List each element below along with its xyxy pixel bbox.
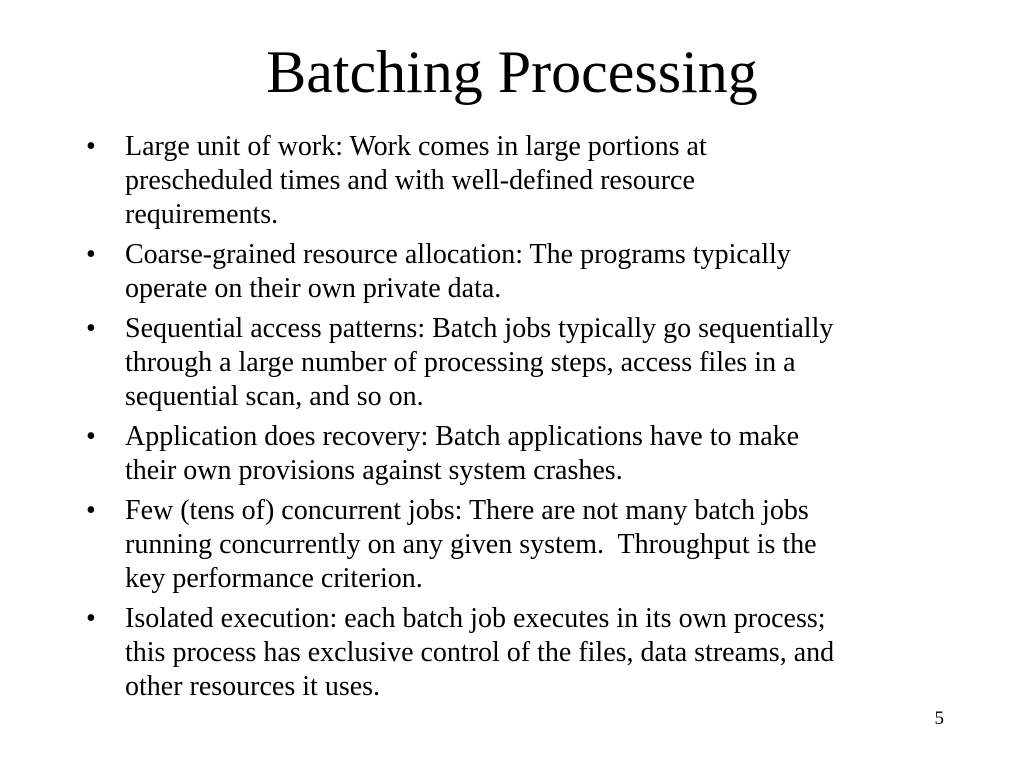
bullet-line: prescheduled times and with well-defined resource (125, 165, 695, 196)
bullet-line: sequential scan, and so on. (125, 381, 424, 412)
bullet-line: Large unit of work: Work comes in large portions at (125, 131, 707, 162)
bullet-line: their own provisions against system crashes. (125, 455, 623, 486)
bullet-line: Isolated execution: each batch job executes in its own process; (125, 603, 826, 634)
bullet-icon: • (86, 239, 96, 270)
bullet-item-isolated-execution (0, 602, 1024, 704)
bullet-line: requirements. (125, 199, 279, 230)
bullet-icon: • (86, 313, 96, 344)
bullet-line: operate on their own private data. (125, 273, 502, 304)
bullet-line: through a large number of processing steps, access files in a (125, 347, 796, 378)
bullet-icon: • (86, 421, 96, 452)
page-number: 5 (934, 708, 944, 729)
bullet-list (0, 130, 1024, 710)
bullet-item-application-recovery (0, 420, 1024, 488)
bullet-line: Sequential access patterns: Batch jobs typically go sequentially (125, 313, 834, 344)
bullet-item-coarse-grained-allocation (0, 238, 1024, 306)
bullet-icon: • (86, 603, 96, 634)
bullet-icon: • (86, 131, 96, 162)
bullet-item-sequential-access (0, 312, 1024, 414)
bullet-line: Few (tens of) concurrent jobs: There are not many batch jobs (125, 495, 809, 526)
slide-title: Batching Processing (266, 39, 758, 105)
bullet-line: key performance criterion. (125, 563, 423, 594)
bullet-item-few-concurrent-jobs (0, 494, 1024, 596)
bullet-line: other resources it uses. (125, 671, 381, 702)
bullet-line: Coarse-grained resource allocation: The programs typically (125, 239, 791, 270)
bullet-item-large-unit-of-work (0, 130, 1024, 232)
bullet-line: this process has exclusive control of the files, data streams, and (125, 637, 835, 668)
bullet-line: Application does recovery: Batch applications have to make (125, 421, 800, 452)
bullet-line: running concurrently on any given system. Throughput is the (125, 529, 817, 560)
bullet-icon: • (86, 495, 96, 526)
